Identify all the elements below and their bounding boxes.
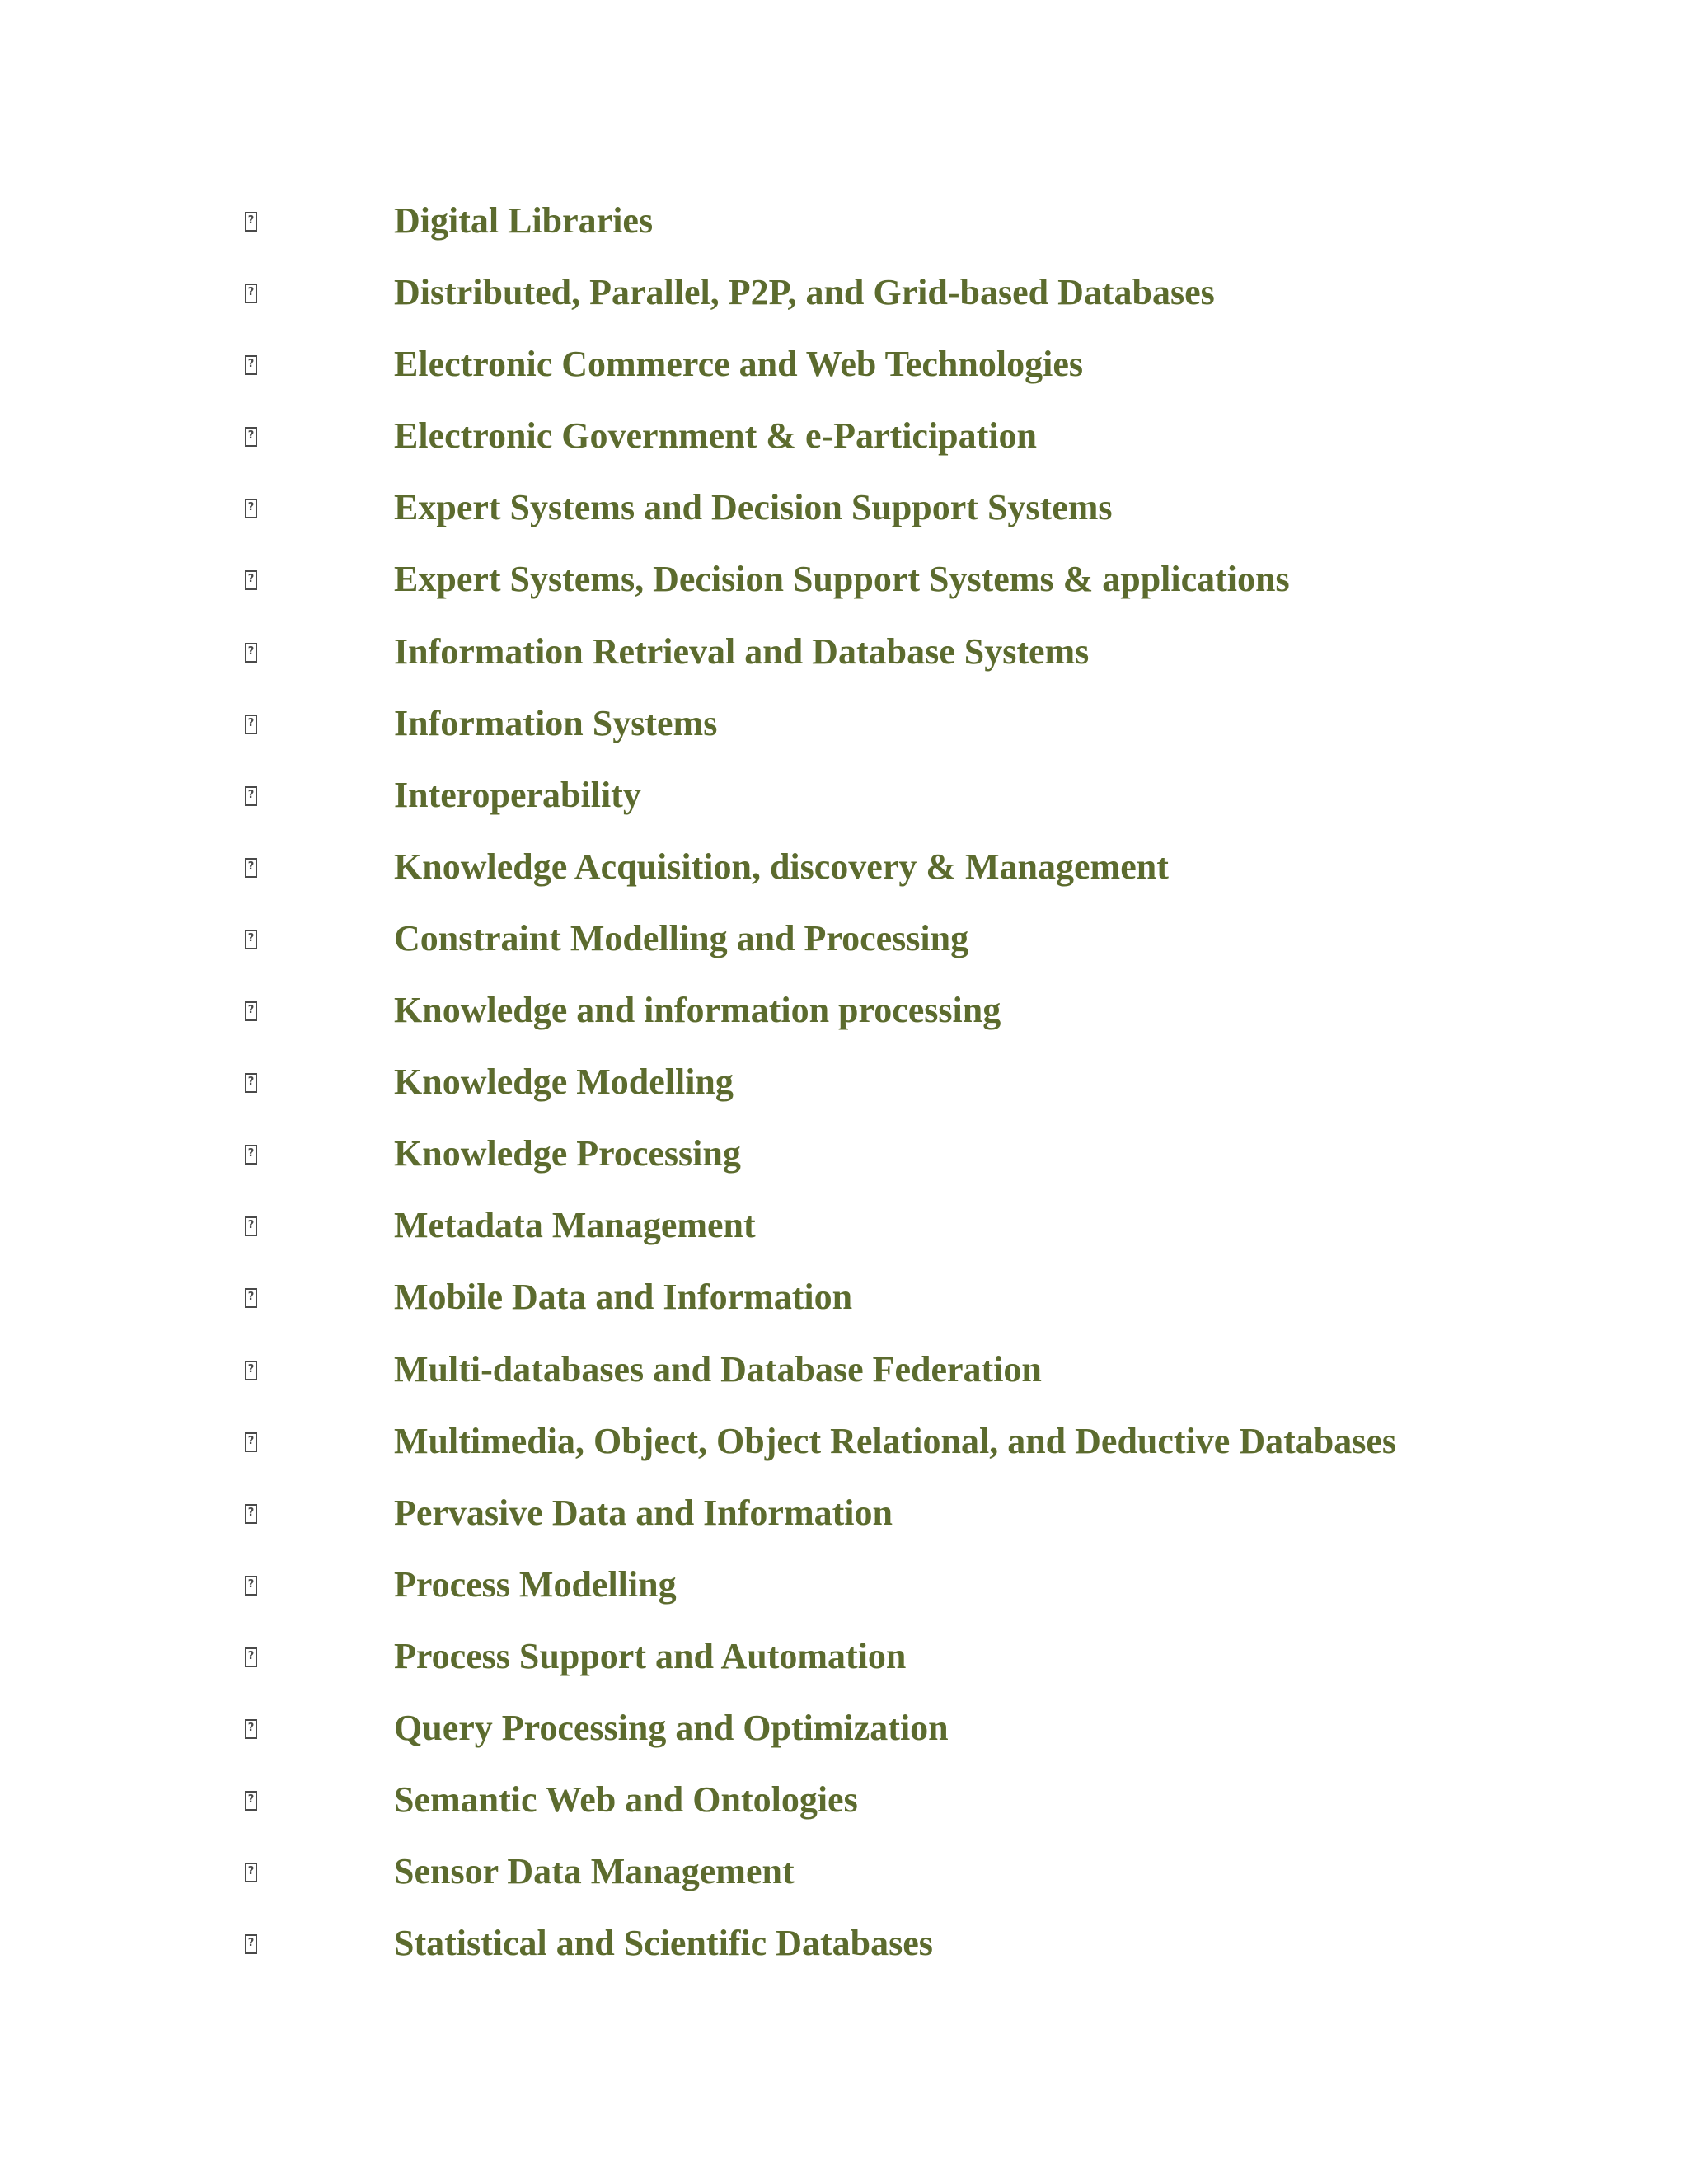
missing-glyph-box-icon <box>245 1791 257 1811</box>
list-item <box>0 1839 1688 1910</box>
missing-glyph-box-icon <box>245 1934 257 1954</box>
list-item <box>0 188 1688 260</box>
missing-glyph-box-icon <box>245 427 257 447</box>
missing-glyph-box-icon <box>245 930 257 949</box>
missing-glyph-box-icon <box>245 1073 257 1093</box>
list-item <box>0 260 1688 331</box>
topic-label: Information Systems <box>394 702 718 743</box>
topic-label: Multimedia, Object, Object Relational, and Deductive Databases <box>394 1420 1396 1461</box>
list-item <box>0 1624 1688 1695</box>
missing-glyph-box-icon <box>245 499 257 518</box>
topic-label: Pervasive Data and Information <box>394 1492 893 1533</box>
list-item <box>0 1337 1688 1408</box>
missing-glyph-box-icon <box>245 786 257 806</box>
list-item <box>0 1408 1688 1480</box>
missing-glyph-box-icon <box>245 1361 257 1380</box>
list-item <box>0 1480 1688 1552</box>
topic-label: Electronic Government & e-Participation <box>394 415 1037 457</box>
list-item <box>0 834 1688 906</box>
missing-glyph-box-icon <box>245 1288 257 1308</box>
topic-label: Knowledge and information processing <box>394 990 1001 1031</box>
topic-label: Electronic Commerce and Web Technologies <box>394 344 1083 385</box>
list-item <box>0 1910 1688 1982</box>
missing-glyph-box-icon <box>245 1432 257 1452</box>
missing-glyph-box-icon <box>245 1576 257 1596</box>
list-item <box>0 691 1688 762</box>
list-item <box>0 619 1688 691</box>
topic-label: Knowledge Modelling <box>394 1062 734 1103</box>
list-item <box>0 475 1688 546</box>
topic-label: Constraint Modelling and Processing <box>394 917 969 958</box>
topic-label: Interoperability <box>394 774 641 815</box>
list-item <box>0 546 1688 618</box>
topic-label: Process Support and Automation <box>394 1635 907 1676</box>
topic-label: Information Retrieval and Database Systems <box>394 630 1090 672</box>
missing-glyph-box-icon <box>245 858 257 878</box>
missing-glyph-box-icon <box>245 355 257 375</box>
list-item <box>0 1695 1688 1767</box>
topic-list <box>0 188 1688 1982</box>
list-item <box>0 906 1688 977</box>
missing-glyph-box-icon <box>245 1504 257 1524</box>
missing-glyph-box-icon <box>245 284 257 303</box>
topic-label: Multi-databases and Database Federation <box>394 1348 1042 1390</box>
topic-label: Mobile Data and Information <box>394 1277 853 1318</box>
topic-label: Expert Systems and Decision Support Systems <box>394 487 1113 528</box>
missing-glyph-box-icon <box>245 715 257 734</box>
topic-label: Expert Systems, Decision Support Systems & applications <box>394 559 1290 600</box>
list-item <box>0 1049 1688 1121</box>
list-item <box>0 1193 1688 1264</box>
list-item <box>0 1121 1688 1193</box>
topic-label: Metadata Management <box>394 1205 756 1246</box>
list-item <box>0 331 1688 403</box>
topic-label: Distributed, Parallel, P2P, and Grid-based Databases <box>394 272 1215 313</box>
missing-glyph-box-icon <box>245 212 257 232</box>
list-item <box>0 1767 1688 1839</box>
missing-glyph-box-icon <box>245 643 257 663</box>
list-item <box>0 1264 1688 1336</box>
topic-label: Statistical and Scientific Databases <box>394 1923 933 1964</box>
topic-label: Sensor Data Management <box>394 1851 795 1892</box>
missing-glyph-box-icon <box>245 1216 257 1236</box>
topic-label: Semantic Web and Ontologies <box>394 1779 858 1821</box>
topic-label: Query Processing and Optimization <box>394 1707 949 1748</box>
topic-label: Process Modelling <box>394 1563 677 1605</box>
list-item <box>0 403 1688 475</box>
missing-glyph-box-icon <box>245 1145 257 1165</box>
list-item <box>0 762 1688 834</box>
missing-glyph-box-icon <box>245 570 257 590</box>
missing-glyph-box-icon <box>245 1001 257 1021</box>
missing-glyph-box-icon <box>245 1647 257 1667</box>
list-item <box>0 977 1688 1049</box>
missing-glyph-box-icon <box>245 1719 257 1739</box>
topic-label: Knowledge Processing <box>394 1133 741 1174</box>
topic-label: Knowledge Acquisition, discovery & Management <box>394 846 1169 887</box>
list-item <box>0 1552 1688 1624</box>
missing-glyph-box-icon <box>245 1863 257 1882</box>
topic-label: Digital Libraries <box>394 200 654 241</box>
